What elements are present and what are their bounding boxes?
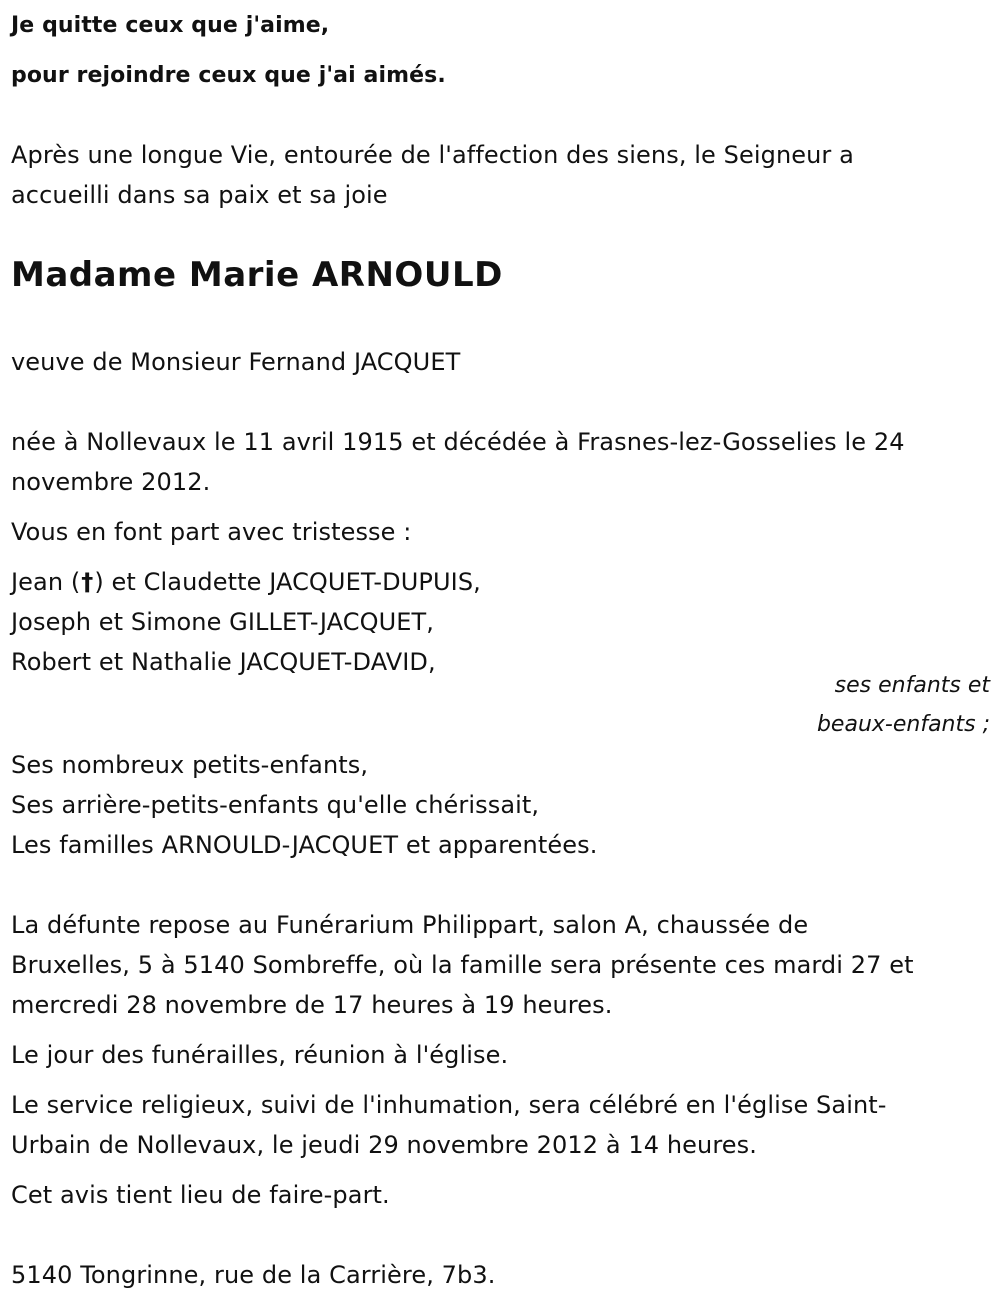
children-role-line-2: beaux-enfants ; (816, 712, 990, 737)
jean-prefix: Jean ( (11, 568, 81, 596)
repose-line-3: mercredi 28 novembre de 17 heures à 19 heures. (11, 991, 613, 1019)
service-line-2: Urbain de Nollevaux, le jeudi 29 novembre 2012 à 14 heures. (11, 1131, 757, 1159)
notice-line: Cet avis tient lieu de faire-part. (11, 1181, 390, 1209)
birth-death-line-1: née à Nollevaux le 11 avril 1915 et décédée à Frasnes-lez-Gosselies le 24 (11, 428, 905, 456)
family-line-3: Les familles ARNOULD-JACQUET et apparentées. (11, 831, 598, 859)
service-line-1: Le service religieux, suivi de l'inhumation, sera célébré en l'église Saint- (11, 1091, 887, 1119)
jean-suffix: ) et Claudette JACQUET-DUPUIS, (94, 568, 481, 596)
cross-icon: † (81, 568, 94, 596)
meeting-line: Le jour des funérailles, réunion à l'église. (11, 1041, 509, 1069)
child-line-jean (11, 568, 481, 596)
intro-line-2: accueilli dans sa paix et sa joie (11, 181, 388, 209)
repose-line-2: Bruxelles, 5 à 5140 Sombreffe, où la famille sera présente ces mardi 27 et (11, 951, 914, 979)
repose-line-1: La défunte repose au Funérarium Philippart, salon A, chaussée de (11, 911, 809, 939)
family-line-2: Ses arrière-petits-enfants qu'elle chérissait, (11, 791, 540, 819)
epigraph-line-2: pour rejoindre ceux que j'ai aimés. (11, 63, 446, 88)
announcement-line: Vous en font part avec tristesse : (11, 518, 412, 546)
address-line: 5140 Tongrinne, rue de la Carrière, 7b3. (11, 1261, 496, 1289)
epigraph-line-1: Je quitte ceux que j'aime, (11, 13, 330, 38)
family-line-1: Ses nombreux petits-enfants, (11, 751, 369, 779)
children-role-line-1: ses enfants et (834, 673, 990, 698)
intro-line-1: Après une longue Vie, entourée de l'affection des siens, le Seigneur a (11, 141, 854, 169)
child-line-robert: Robert et Nathalie JACQUET-DAVID, (11, 648, 436, 676)
birth-death-line-2: novembre 2012. (11, 468, 211, 496)
child-line-joseph: Joseph et Simone GILLET-JACQUET, (11, 608, 435, 636)
deceased-name: Madame Marie ARNOULD (11, 255, 503, 295)
widow-line: veuve de Monsieur Fernand JACQUET (11, 348, 461, 376)
